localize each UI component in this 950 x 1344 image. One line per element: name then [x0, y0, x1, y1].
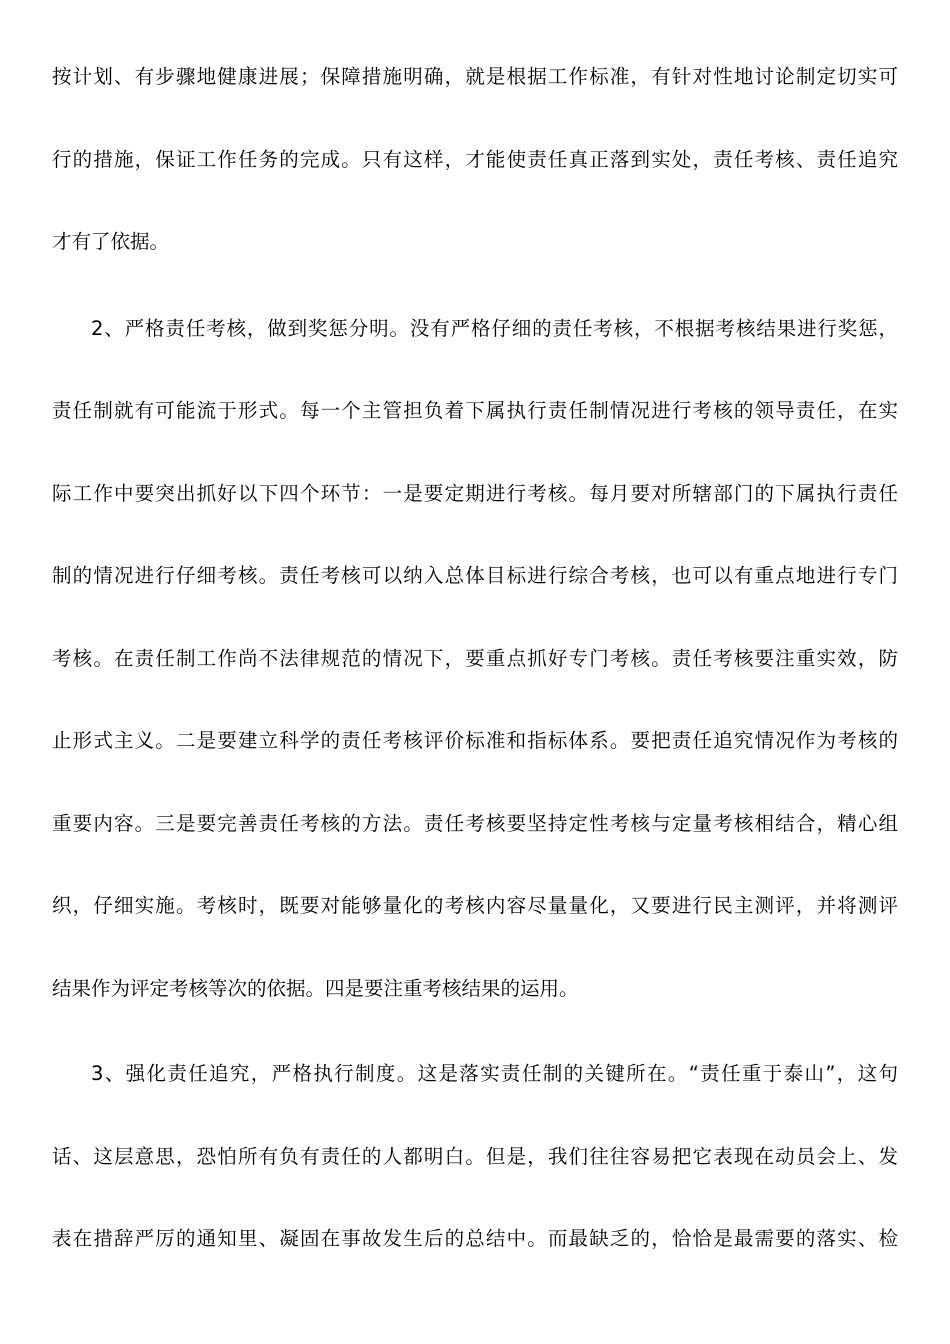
text-line: 才有了依据。 — [52, 230, 170, 253]
text-line: 话、这层意思，恐怕所有负有责任的人都明白。但是，我们往往容易把它表现在动员会上、发 — [52, 1145, 898, 1168]
text-line: 止形式主义。二是要建立科学的责任考核评价标准和指标体系。要把责任追究情况作为考核的 — [52, 729, 898, 752]
text-line: 际工作中要突出抓好以下四个环节：一是要定期进行考核。每月要对所辖部门的下属执行责任 — [52, 482, 898, 505]
text-line: 按计划、有步骤地健康进展；保障措施明确，就是根据工作标准，有针对性地讨论制定切实可 — [52, 65, 898, 88]
text-line: 考核。在责任制工作尚不法律规范的情况下，要重点抓好专门考核。责任考核要注重实效，防 — [52, 647, 898, 670]
text-line: 织，仔细实施。考核时，既要对能够量化的考核内容尽量量化，又要进行民主测评，并将测评 — [52, 894, 898, 917]
text-line: 责任制就有可能流于形式。每一个主管担负着下属执行责任制情况进行考核的领导责任，在实 — [52, 399, 898, 422]
text-line: 行的措施，保证工作任务的完成。只有这样，才能使责任真正落到实处，责任考核、责任追究 — [52, 148, 898, 171]
text-line: 制的情况进行仔细考核。责任考核可以纳入总体目标进行综合考核，也可以有重点地进行专门 — [52, 564, 898, 587]
text-line: 结果作为评定考核等次的依据。四是要注重考核结果的运用。 — [52, 977, 579, 1000]
paragraph-start-line: 2、严格责任考核，做到奖惩分明。没有严格仔细的责任考核，不根据考核结果进行奖惩， — [91, 317, 898, 340]
text-line: 重要内容。三是要完善责任考核的方法。责任考核要坚持定性考核与定量考核相结合，精心组 — [52, 812, 898, 835]
text-line: 表在措辞严厉的通知里、凝固在事故发生后的总结中。而最缺乏的，恰恰是最需要的落实、检 — [52, 1227, 898, 1250]
paragraph-start-line: 3、强化责任追究，严格执行制度。这是落实责任制的关键所在。“责任重于泰山”，这句 — [91, 1062, 898, 1085]
